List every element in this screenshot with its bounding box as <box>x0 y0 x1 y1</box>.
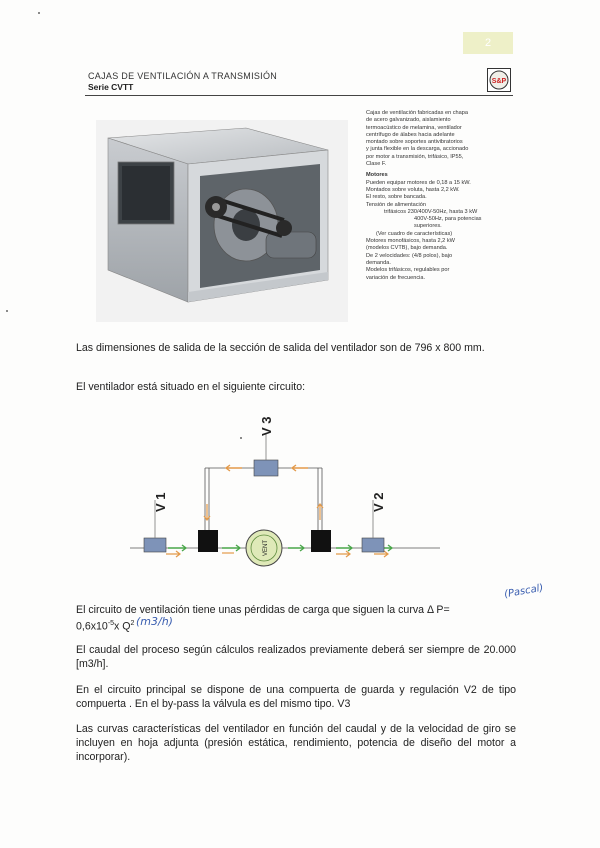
tee-junction-left <box>198 530 218 552</box>
description-line: centrífugo de álabes hacia adelante <box>366 131 455 138</box>
description-line: Cajas de ventilación fabricadas en chapa <box>366 110 468 116</box>
motors-heading: Motores <box>366 172 388 179</box>
pressure-loss-flow: x Q <box>114 620 131 633</box>
catalog-title: CAJAS DE VENTILACIÓN A TRANSMISIÓN <box>88 71 278 81</box>
motors-extra-line: Modelos trifásicos, regulables por <box>366 267 450 274</box>
description-line: Clase F. <box>366 161 387 168</box>
product-photo <box>96 120 348 322</box>
brand-logo-text: S&P <box>491 78 507 85</box>
voltage-line: trifásicos 230/400V-50Hz, hasta 3 kW <box>384 208 478 215</box>
motors-line: Montados sobre voluta, hasta 2,2 kW. <box>366 186 460 193</box>
handwritten-unit-note: (m3/h) <box>136 615 173 628</box>
pressure-loss-line-1: El circuito de ventilación tiene unas pérdidas de carga que siguen la curva Δ P= <box>76 604 450 616</box>
header-rule <box>85 95 513 96</box>
valve-v2-label: V 2 <box>371 492 386 512</box>
scan-speck <box>240 437 242 439</box>
voltage-line: superiores. <box>414 223 442 230</box>
circuit-intro-text: El ventilador está situado en el siguiente circuito: <box>76 381 306 393</box>
tee-junction-right <box>311 530 331 552</box>
brand-logo <box>487 68 511 92</box>
coefficient-exponent: -5 <box>107 620 115 627</box>
description-line: termoacústico de melamina, ventilador <box>366 124 462 131</box>
motors-extra-line: (modelos CVTB), bajo demanda. <box>366 245 448 252</box>
fan-label: VENT <box>263 539 269 556</box>
description-line: montado sobre soportes antivibratorios <box>366 139 463 146</box>
fan-curves-text: Las curvas características del ventilador en función del caudal y de la velocidad de giro se incluyen en hoja adjunta (presión estática, rendimiento, potencia de diseño del motor a incorporar). <box>76 723 516 763</box>
motors-line: Tensión de alimentación <box>366 201 427 208</box>
handwritten-pascal-note: (Pascal) <box>503 582 545 601</box>
valve-v1-body <box>144 538 166 552</box>
product-description <box>366 110 516 282</box>
valve-v2-body <box>362 538 384 552</box>
pressure-loss-coefficient: 0,6x10 <box>76 620 108 633</box>
motors-extra-line: De 2 velocidades: (4/8 polos), bajo <box>366 252 453 259</box>
valve-v3-label: V 3 <box>259 416 274 436</box>
process-flow-text: El caudal del proceso según cálculos realizados previamente deberá ser siempre de 20.000 [m3/h]. <box>76 644 516 670</box>
catalog-series: Serie CVTT <box>88 82 134 92</box>
specs-note: (Ver cuadro de características) <box>376 230 453 237</box>
flow-exponent: 2 <box>130 620 135 627</box>
scan-speck <box>38 12 40 14</box>
motors-extra-line: variación de frecuencia. <box>366 274 426 281</box>
outlet-dimensions-text: Las dimensiones de salida de la sección de salida del ventilador son de 796 x 800 mm. <box>76 342 485 354</box>
scan-speck <box>6 310 8 312</box>
page-number-badge: 2 <box>463 32 513 54</box>
motors-extra-line: demanda. <box>366 259 391 266</box>
valve-v1-label: V 1 <box>153 492 168 512</box>
voltage-line: 400V-50Hz, para potencias <box>414 216 482 223</box>
valve-v3-body <box>254 460 278 476</box>
damper-description-text: En el circuito principal se dispone de una compuerta de guarda y regulación V2 de tipo compuerta . En el by-pass la válvula es del mismo tipo. V3 <box>76 684 516 710</box>
motors-extra-line: Motores monofásicos, hasta 2,2 kW <box>366 238 455 245</box>
motors-line: El resto, sobre bancada. <box>366 194 427 201</box>
motors-line: Pueden equipar motores de 0,18 a 15 kW. <box>366 179 471 186</box>
description-line: de acero galvanizado, aislamiento <box>366 117 451 124</box>
ventilation-circuit-diagram <box>130 400 440 580</box>
description-line: por motor a transmisión, trifásico, IP55, <box>366 153 464 160</box>
description-line: y junta flexible en la descarga, accionado <box>366 146 469 153</box>
